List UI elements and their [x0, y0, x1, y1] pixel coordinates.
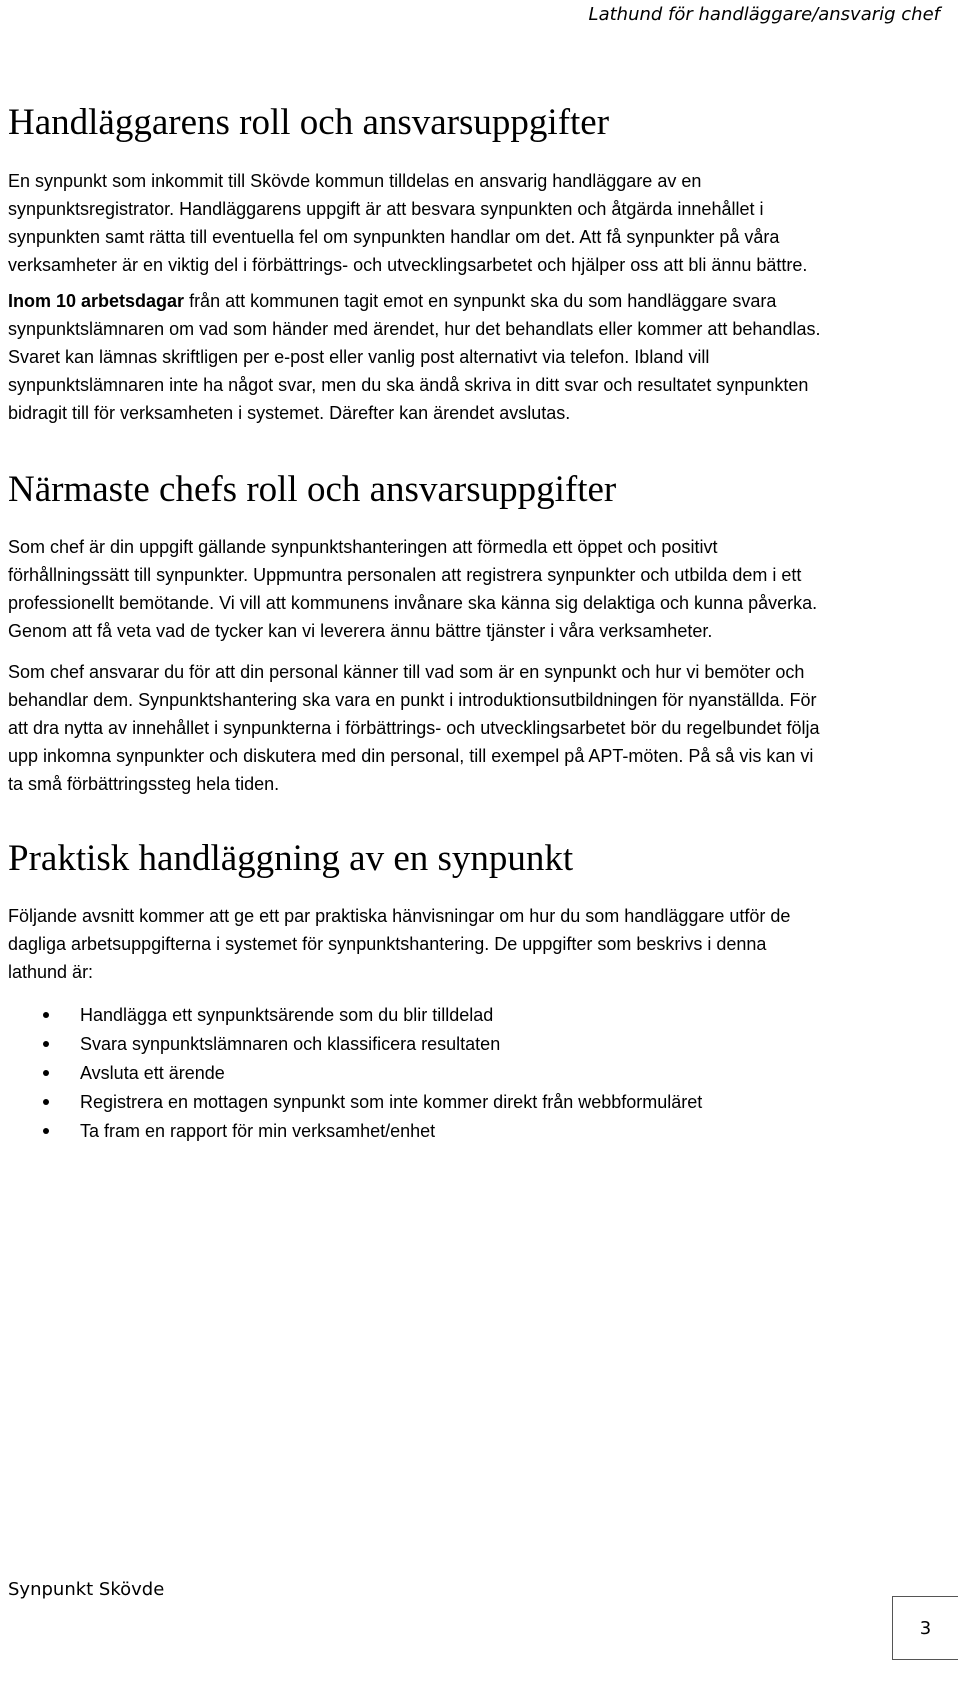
text-line: behandlar dem. Synpunktshantering ska vara en punkt i introduktionsutbildningen för nyanställda. För: [8, 690, 817, 710]
text-line: att dra nytta av innehållet i synpunkterna i förbättrings- och utvecklingsarbetet bör du regelbundet följa: [8, 718, 820, 738]
text-line: synpunktsregistrator. Handläggarens uppgift är att besvara synpunkten och åtgärda innehållet i: [8, 199, 764, 219]
text-line: Som chef ansvarar du för att din personal känner till vad som är en synpunkt och hur vi bemöter och: [8, 662, 805, 682]
paragraph: [8, 658, 820, 798]
text-line: bidragit till för verksamheten i systemet. Därefter kan ärendet avslutas.: [8, 403, 571, 423]
text-line: lathund är:: [8, 962, 94, 982]
text-line: Följande avsnitt kommer att ge ett par praktiska hänvisningar om hur du som handläggare utför de: [8, 906, 791, 926]
text-line: Som chef är din uppgift gällande synpunktshanteringen att förmedla ett öppet och positivt: [8, 537, 718, 557]
list-item: Avsluta ett ärende: [8, 1059, 702, 1088]
text-line: upp inkomna synpunkter och diskutera med din personal, till exempel på APT-möten. På så vis kan vi: [8, 746, 814, 766]
text-line: dagliga arbetsuppgifterna i systemet för synpunktshantering. De uppgifter som beskrivs i denna: [8, 934, 767, 954]
list-item: Ta fram en rapport för min verksamhet/enhet: [8, 1117, 702, 1146]
text-line: synpunkten samt rätta till eventuella fel om synpunkten handlar om det. Att få synpunkter på våra: [8, 227, 780, 247]
text-line: En synpunkt som inkommit till Skövde kommun tilldelas en ansvarig handläggare av en: [8, 171, 702, 191]
paragraph: [8, 167, 807, 279]
paragraph: [8, 287, 820, 427]
section-heading-praktisk: Praktisk handläggning av en synpunkt: [8, 838, 574, 879]
paragraph: [8, 902, 790, 986]
text-line: professionellt bemötande. Vi vill att kommunens invånare ska känna sig delaktiga och kunna påverka.: [8, 593, 818, 613]
section-heading-chef: Närmaste chefs roll och ansvarsuppgifter: [8, 469, 617, 510]
text-line: Genom att få veta vad de tycker kan vi leverera ännu bättre tjänster i våra verksamheter.: [8, 621, 713, 641]
text-line: verksamheter är en viktig del i förbättrings- och utvecklingsarbetet och hjälper oss att bli ännu bättre.: [8, 255, 808, 275]
task-list: [8, 1001, 702, 1146]
bold-text: Inom 10 arbetsdagar: [8, 291, 185, 311]
list-item: Svara synpunktslämnaren och klassificera resultaten: [8, 1030, 702, 1059]
list-item: Handlägga ett synpunktsärende som du blir tilldelad: [8, 1001, 702, 1030]
text-line: synpunktslämnaren inte ha något svar, men du ska ändå skriva in ditt svar och resultatet synpunkten: [8, 375, 809, 395]
text-line: förhållningssätt till synpunkter. Uppmuntra personalen att registrera synpunkter och utbilda dem i ett: [8, 565, 802, 585]
page-number-box: [892, 1596, 958, 1660]
text-line: ta små förbättringssteg hela tiden.: [8, 774, 280, 794]
footer-label: Synpunkt Skövde: [8, 1579, 165, 1600]
text-line: från att kommunen tagit emot en synpunkt ska du som handläggare svara: [184, 291, 777, 311]
document-header: Lathund för handläggare/ansvarig chef: [588, 4, 940, 25]
section-heading-handlaggare: Handläggarens roll och ansvarsuppgifter: [8, 102, 610, 143]
list-item: Registrera en mottagen synpunkt som inte kommer direkt från webbformuläret: [8, 1088, 702, 1117]
paragraph: [8, 533, 817, 645]
text-line: Svaret kan lämnas skriftligen per e-post eller vanlig post alternativt via telefon. Ibland vill: [8, 347, 710, 367]
text-line: synpunktslämnaren om vad som händer med ärendet, hur det behandlats eller kommer att behandlas.: [8, 319, 821, 339]
page-number: 3: [919, 1617, 932, 1639]
